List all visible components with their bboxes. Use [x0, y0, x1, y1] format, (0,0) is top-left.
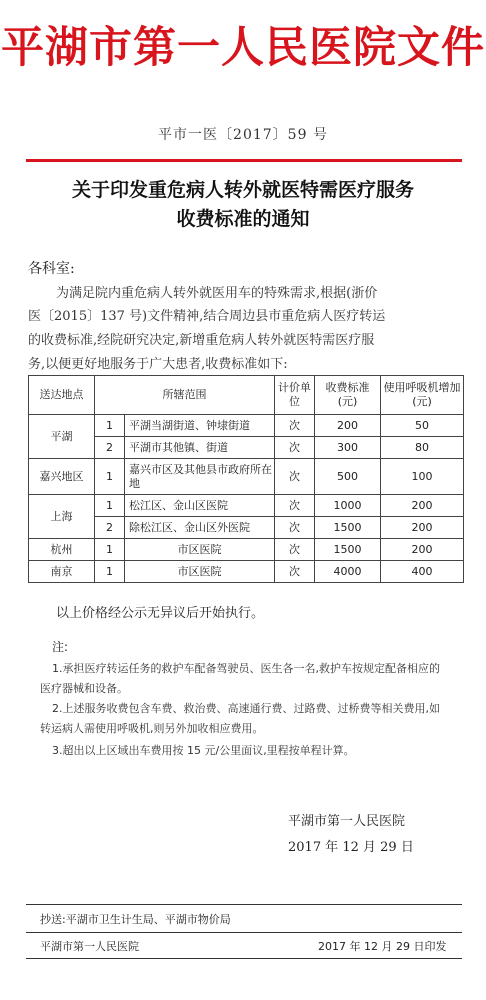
cell-no: 1 [95, 459, 125, 495]
table-header-row [29, 376, 464, 415]
issuing-organization: 平湖市第一人民医院 [40, 940, 139, 953]
header-ventilator: 使用呼吸机增加(元) [381, 376, 464, 415]
note-item: 医疗器械和设备。 [40, 682, 128, 695]
note-item: 3.超出以上区域出车费用按 15 元/公里面议,里程按单程计算。 [52, 744, 355, 757]
cell-no: 2 [95, 437, 125, 459]
header-fee: 收费标准(元) [315, 376, 381, 415]
table-row [29, 495, 464, 517]
cell-scope: 平湖当湖街道、钟埭街道 [125, 415, 275, 437]
header-scope: 所辖范围 [95, 376, 275, 415]
table-row [29, 539, 464, 561]
signature-organization: 平湖市第一人民医院 [288, 814, 406, 829]
footer-divider [26, 904, 462, 905]
cell-unit: 次 [275, 437, 315, 459]
cell-destination: 平湖 [29, 415, 95, 459]
cell-fee: 1000 [315, 495, 381, 517]
notice-title-line1: 关于印发重危病人转外就医特需医疗服务 [71, 179, 414, 201]
cell-scope: 市区医院 [125, 561, 275, 583]
body-paragraph-line: 为满足院内重危病人转外就医用车的特殊需求,根据(浙价 [56, 286, 378, 301]
notes-label: 注: [52, 640, 69, 654]
note-item: 转运病人需使用呼吸机,则另外加收相应费用。 [40, 722, 264, 735]
cell-scope: 市区医院 [125, 539, 275, 561]
cell-fee: 1500 [315, 517, 381, 539]
cell-fee: 1500 [315, 539, 381, 561]
cell-scope: 除松江区、金山区外医院 [125, 517, 275, 539]
footer-divider [26, 958, 462, 959]
table-row [29, 561, 464, 583]
cell-fee: 4000 [315, 561, 381, 583]
cell-destination: 上海 [29, 495, 95, 539]
cell-ventilator: 200 [381, 517, 464, 539]
document-number: 平市一医〔2017〕59 号 [158, 127, 328, 143]
cell-unit: 次 [275, 415, 315, 437]
cell-no: 1 [95, 415, 125, 437]
cell-unit: 次 [275, 495, 315, 517]
cell-no: 1 [95, 561, 125, 583]
cell-ventilator: 80 [381, 437, 464, 459]
cell-unit: 次 [275, 561, 315, 583]
document-header-title: 平湖市第一人民医院文件 [1, 23, 485, 73]
effective-note: 以上价格经公示无异议后开始执行。 [56, 606, 265, 621]
header-unit: 计价单位 [275, 376, 315, 415]
cell-ventilator: 400 [381, 561, 464, 583]
signature-date: 2017 年 12 月 29 日 [288, 840, 414, 855]
table-row [29, 437, 464, 459]
red-divider [26, 159, 462, 162]
cell-scope: 松江区、金山区医院 [125, 495, 275, 517]
issue-date: 2017 年 12 月 29 日印发 [318, 940, 447, 953]
cell-unit: 次 [275, 517, 315, 539]
body-paragraph-line: 务,以便更好地服务于广大患者,收费标准如下: [28, 357, 288, 372]
cell-no: 1 [95, 495, 125, 517]
cell-unit: 次 [275, 539, 315, 561]
table-row [29, 415, 464, 437]
note-item: 2.上述服务收费包含车费、救治费、高速通行费、过路费、过桥费等相关费用,如 [52, 702, 440, 715]
table-row [29, 517, 464, 539]
table-row [29, 459, 464, 495]
cell-ventilator: 100 [381, 459, 464, 495]
cell-fee: 200 [315, 415, 381, 437]
cell-unit: 次 [275, 459, 315, 495]
cell-scope: 平湖市其他镇、街道 [125, 437, 275, 459]
cell-destination: 南京 [29, 561, 95, 583]
header-destination: 送达地点 [29, 376, 95, 415]
cell-fee: 500 [315, 459, 381, 495]
footer-divider [26, 932, 462, 933]
salutation: 各科室: [28, 261, 75, 277]
notice-title-line2: 收费标准的通知 [176, 208, 310, 230]
cc-recipients: 抄送:平湖市卫生计生局、平湖市物价局 [40, 913, 231, 926]
cell-ventilator: 50 [381, 415, 464, 437]
cell-fee: 300 [315, 437, 381, 459]
fee-standard-table [28, 375, 464, 583]
cell-scope: 嘉兴市区及其他县市政府所在地 [125, 459, 275, 495]
cell-ventilator: 200 [381, 539, 464, 561]
note-item: 1.承担医疗转运任务的救护车配备驾驶员、医生各一名,救护车按规定配备相应的 [52, 662, 440, 675]
cell-ventilator: 200 [381, 495, 464, 517]
cell-no: 2 [95, 517, 125, 539]
cell-destination: 杭州 [29, 539, 95, 561]
cell-no: 1 [95, 539, 125, 561]
cell-destination: 嘉兴地区 [29, 459, 95, 495]
body-paragraph-line: 的收费标准,经院研究决定,新增重危病人转外就医特需医疗服 [28, 333, 375, 348]
body-paragraph-line: 医〔2015〕137 号)文件精神,结合周边县市重危病人医疗转运 [28, 309, 386, 324]
